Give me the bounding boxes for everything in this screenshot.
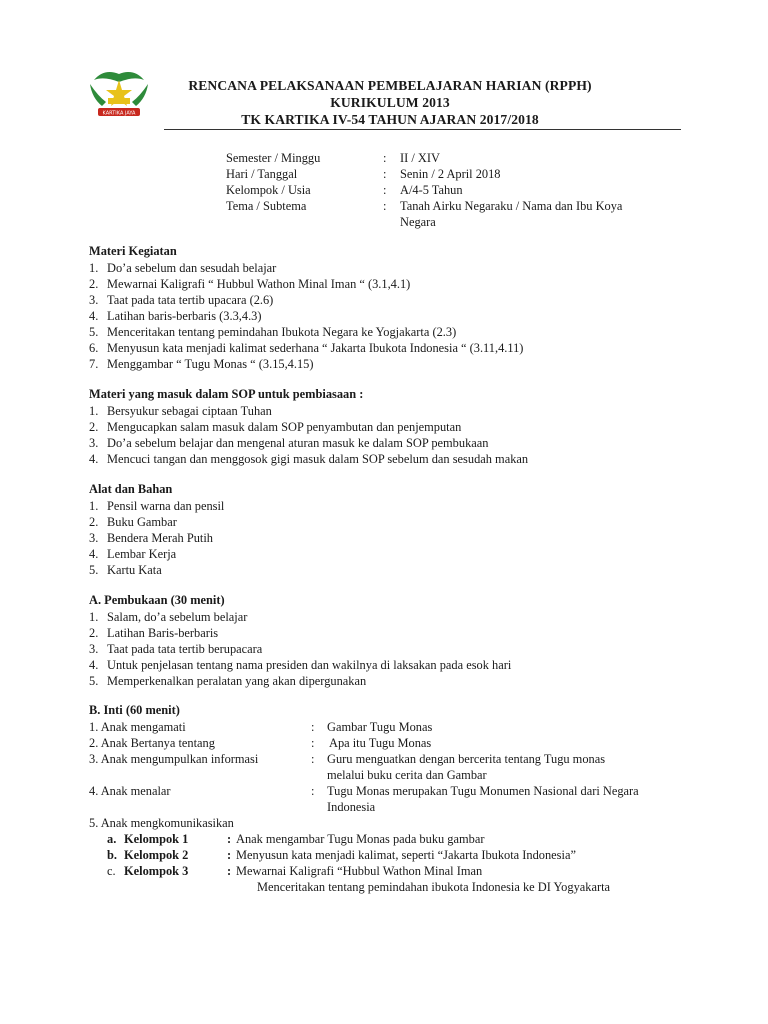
info-colon: : [383,167,387,181]
info-label: Hari / Tanggal [226,167,298,181]
group-row: b. Kelompok 2 : Menyusun kata menjadi kalimat, seperti “Jakarta Ibukota Indonesia” [107,848,576,862]
list-item: 5. Menceritakan tentang pemindahan Ibukota Negara ke Yogjakarta (2.3) [89,325,457,339]
list-item: 4. Mencuci tangan dan menggosok gigi masuk dalam SOP sebelum dan sesudah makan [89,452,529,466]
list-item: 3. Bendera Merah Putih [89,531,213,545]
section-title: Alat dan Bahan [89,482,173,496]
title-line-3: TK KARTIKA IV-54 TAHUN AJARAN 2017/2018 [241,112,539,127]
svg-text:KARTIKA JAYA: KARTIKA JAYA [102,110,136,117]
info-label: Semester / Minggu [226,151,321,165]
list-item: 7. Menggambar “ Tugu Monas “ (3.15,4.15) [89,357,314,371]
materi-kegiatan-section [89,243,729,372]
group-row: c. Kelompok 3 : Mewarnai Kaligrafi “Hubbul Wathon Minal Iman [107,864,483,878]
info-value: A/4-5 Tahun [400,183,463,197]
list-item: 3. Taat pada tata tertib upacara (2.6) [89,293,274,307]
title-line-2: KURIKULUM 2013 [330,95,450,110]
inti-row: 5. Anak mengkomunikasikan [89,816,234,830]
header-divider [164,129,681,130]
info-value: II / XIV [400,151,440,165]
list-item: 2. Latihan Baris-berbaris [89,626,219,640]
section-title: Materi Kegiatan [89,244,177,258]
section-title: A. Pembukaan (30 menit) [89,593,225,607]
section-title: B. Inti (60 menit) [89,703,180,717]
list-item: 6. Menyusun kata menjadi kalimat sederhana “ Jakarta Ibukota Indonesia “ (3.11,4.11) [89,341,524,355]
inti-row: 3. Anak mengumpulkan informasi : Guru menguatkan dengan bercerita tentang Tugu monas melalui buku cerita dan Gambar [89,752,606,782]
info-value: Senin / 2 April 2018 [400,167,501,181]
list-item: 2. Mengucapkan salam masuk dalam SOP penyambutan dan penjemputan [89,420,462,434]
inti-row: 2. Anak Bertanya tentang : Apa itu Tugu Monas [89,736,432,750]
list-item: 5. Memperkenalkan peralatan yang akan dipergunakan [89,674,367,688]
list-item: 2. Buku Gambar [89,515,177,529]
info-colon: : [383,183,387,197]
sop-section [89,386,729,467]
inti-row: 1. Anak mengamati : Gambar Tugu Monas [89,720,433,734]
info-label: Kelompok / Usia [226,183,311,197]
list-item: 4. Lembar Kerja [89,547,177,561]
document-title [150,77,630,128]
info-label: Tema / Subtema [226,199,307,213]
info-value-continued: Negara [400,215,436,229]
section-title: Materi yang masuk dalam SOP untuk pembiasaan : [89,387,364,401]
list-item: 2. Mewarnai Kaligrafi “ Hubbul Wathon Minal Iman “ (3.1,4.1) [89,277,411,291]
list-item: 5. Kartu Kata [89,563,162,577]
info-colon: : [383,151,387,165]
school-logo-icon [84,66,154,124]
title-line-1: RENCANA PELAKSANAAN PEMBELAJARAN HARIAN (RPPH) [188,78,592,93]
inti-row: 4. Anak menalar : Tugu Monas merupakan Tugu Monumen Nasional dari Negara Indonesia [89,784,639,814]
inti-section [89,702,729,895]
list-item: 4. Latihan baris-berbaris (3.3,4.3) [89,309,262,323]
pembukaan-section [89,592,729,689]
list-item: 3. Do’a sebelum belajar dan mengenal aturan masuk ke dalam SOP pembukaan [89,436,489,450]
group-row: a. Kelompok 1 : Anak mengambar Tugu Monas pada buku gambar [107,832,485,846]
list-item: 4. Untuk penjelasan tentang nama presiden dan wakilnya di laksakan pada esok hari [89,658,512,672]
info-colon: : [383,199,387,213]
alat-bahan-section [89,481,729,578]
list-item: 1. Pensil warna dan pensil [89,499,225,513]
list-item: 1. Bersyukur sebagai ciptaan Tuhan [89,404,272,418]
list-item: 1. Do’a sebelum dan sesudah belajar [89,261,277,275]
info-value: Tanah Airku Negaraku / Nama dan Ibu Koya [400,199,623,213]
list-item: 3. Taat pada tata tertib berupacara [89,642,263,656]
group-row-continued: Menceritakan tentang pemindahan ibukota Indonesia ke DI Yogyakarta [257,880,611,894]
list-item: 1. Salam, do’a sebelum belajar [89,610,248,624]
